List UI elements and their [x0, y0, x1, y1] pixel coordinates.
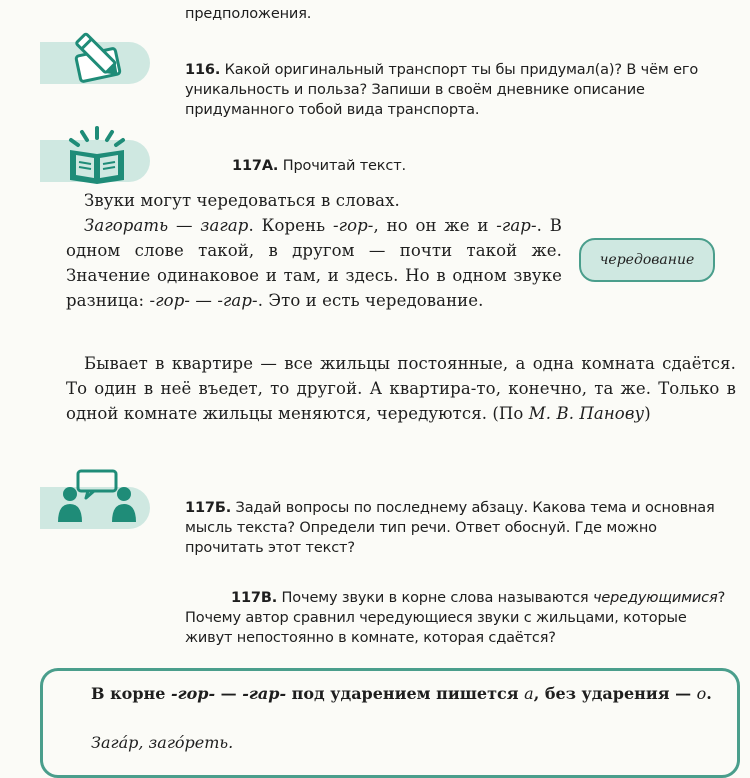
reading-line: Звуки могут чередоваться в словах. — [84, 191, 400, 210]
task-number: 117Б. — [185, 500, 232, 516]
rule-box — [40, 668, 740, 778]
task-number: 117А. — [232, 158, 279, 174]
discussion-icon — [52, 468, 142, 526]
open-book-icon — [62, 124, 132, 188]
morpheme-pair: -гор- — -гар- — [149, 291, 258, 310]
task-116 — [185, 60, 737, 120]
word-chereduyushchimisya: чередующимися — [592, 590, 718, 606]
top-fragment: предположения. — [185, 6, 312, 22]
rule-examples: Зага́р, заго́реть. — [91, 733, 234, 752]
rule-text: В корне -гор- — -гар- под ударением пишется а, без ударения — о. — [91, 684, 712, 703]
word-zagorat: Загорать — [84, 216, 169, 235]
term-box — [579, 238, 715, 282]
morpheme-gor: -гор- — [332, 216, 374, 235]
author-name: М. В. Панову — [528, 404, 645, 423]
task-number: 116. — [185, 62, 221, 78]
task-text: Задай вопросы по последнему абзацу. Какова тема и основная мысль текста? Определи тип речи. Ответ обоснуй. Где можно прочитать этот текст? — [185, 500, 715, 556]
task-117a — [232, 156, 632, 176]
pen-note-icon — [62, 26, 132, 86]
reading-paragraph-2: Бывает в квартире — все жильцы постоянные, а одна комната сдаётся. То один в неё въедет, то другой. А квартира-то, конечно, та же. Только в одной комнате жильцы меняются, чередуются. (По М. В. Панову) — [66, 354, 736, 423]
morpheme-gar: -гар- — [496, 216, 537, 235]
reading-paragraph-1: Звуки могут чередоваться в словах. Загорать — загар. Корень -гор-, но он же и -гар-. В одном слове такой, в другом — почти такой же. Значение одинаковое и там, и здесь. Но в одном звуке разница: -гор- — -гар-. Это и есть чередование. — [66, 188, 562, 313]
task-text: Какой оригинальный транспорт ты бы придумал(а)? В чём его уникальность и польза? Запиши в своём дневнике описание придуманного тобой вида транспорта. — [185, 62, 699, 118]
task-text: Прочитай текст. — [282, 158, 406, 174]
task-number: 117В. — [231, 590, 278, 606]
task-117b — [185, 498, 737, 558]
task-117v: 117В. Почему звуки в корне слова называются чередующимися? Почему автор сравнил чередующиеся звуки с жильцами, которые живут непостоянно в комнате, которая сдаётся? — [185, 590, 726, 646]
word-zagar: загар — [200, 216, 249, 235]
term-label: чередование — [599, 252, 695, 268]
